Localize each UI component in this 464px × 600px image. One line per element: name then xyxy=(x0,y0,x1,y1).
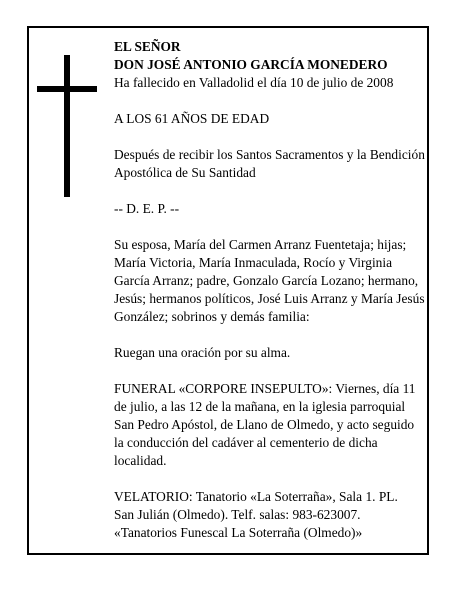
velatorio-line-3: «Tanatorios Funescal La Soterraña (Olmedo)» xyxy=(114,525,363,540)
velatorio-line-2: San Julián (Olmedo). Telf. salas: 983-623007. xyxy=(114,507,361,522)
obituary-header xyxy=(114,38,426,92)
funeral-details: FUNERAL «CORPORE INSEPULTO»: Viernes, día 11 de julio, a las 12 de la mañana, en la iglesia parroquial San Pedro Apóstol, de Llano de Olmedo, y acto seguido la conducción del cadáver al cementerio de dicha localidad. xyxy=(114,381,416,468)
sacraments-text: Después de recibir los Santos Sacramentos y la Bendición Apostólica de Su Santidad xyxy=(114,147,425,180)
cross-horizontal-bar xyxy=(37,86,97,92)
deceased-name: DON JOSÉ ANTONIO GARCÍA MONEDERO xyxy=(114,57,388,72)
honorific-title: EL SEÑOR xyxy=(114,39,181,54)
cross-vertical-bar xyxy=(64,55,70,197)
velatorio-line-1: VELATORIO: Tanatorio «La Soterraña», Sala 1. PL. xyxy=(114,489,398,504)
velatorio-details xyxy=(114,488,426,542)
death-announcement: Ha fallecido en Valladolid el día 10 de julio de 2008 xyxy=(114,75,394,90)
obituary-text xyxy=(114,38,426,542)
prayer-request: Ruegan una oración por su alma. xyxy=(114,345,291,360)
family-text: Su esposa, María del Carmen Arranz Fuentetaja; hijas; María Victoria, María Inmaculada, Rocío y Virginia García Arranz; padre, Gonzalo García Lozano; hermano, Jesús; hermanos políticos, José Luis Arranz y María Jesús González; sobrinos y demás familia: xyxy=(114,237,425,324)
rip-line: -- D. E. P. -- xyxy=(114,201,180,216)
cross-icon xyxy=(37,55,97,197)
age-line: A LOS 61 AÑOS DE EDAD xyxy=(114,111,270,126)
